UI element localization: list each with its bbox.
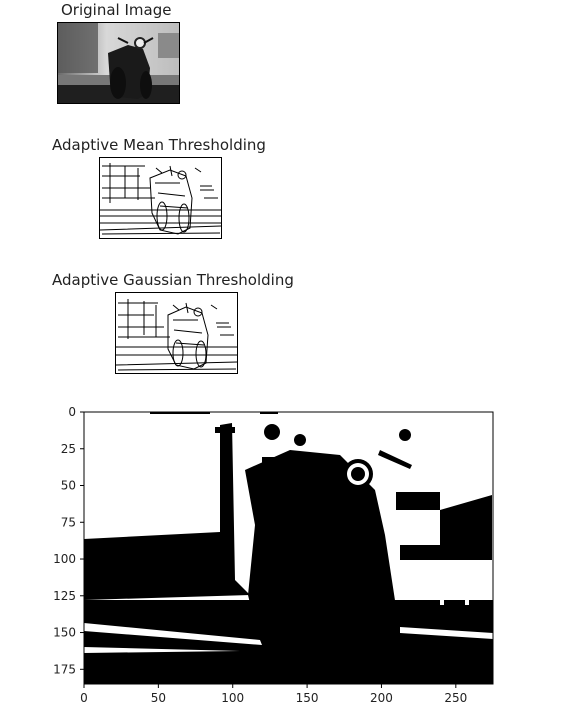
x-tick-label: 250 xyxy=(444,691,468,705)
x-tick-label: 100 xyxy=(221,691,245,705)
y-tick-label: 25 xyxy=(60,441,76,456)
adaptive-mean-thumbnail xyxy=(99,157,222,239)
binary-image-axes xyxy=(0,395,586,726)
adaptive-mean-title: Adaptive Mean Thresholding xyxy=(52,136,266,154)
x-tick-label: 0 xyxy=(80,691,88,705)
original-image-title: Original Image xyxy=(61,1,172,19)
x-tick-label: 200 xyxy=(370,691,393,705)
adaptive-gaussian-title: Adaptive Gaussian Thresholding xyxy=(52,271,294,289)
y-tick-label: 125 xyxy=(53,588,76,603)
y-tick-label: 150 xyxy=(53,625,76,640)
adaptive-gaussian-thumbnail xyxy=(115,292,238,374)
x-tick-label: 50 xyxy=(150,691,167,705)
x-tick-label: 150 xyxy=(295,691,319,705)
binary-image xyxy=(84,412,493,684)
y-tick-label: 75 xyxy=(60,515,76,530)
original-image-thumbnail xyxy=(57,22,180,104)
y-tick-label: 100 xyxy=(53,552,76,567)
y-tick-label: 50 xyxy=(60,478,76,493)
y-tick-label: 175 xyxy=(53,662,76,677)
y-tick-label: 0 xyxy=(68,405,76,419)
